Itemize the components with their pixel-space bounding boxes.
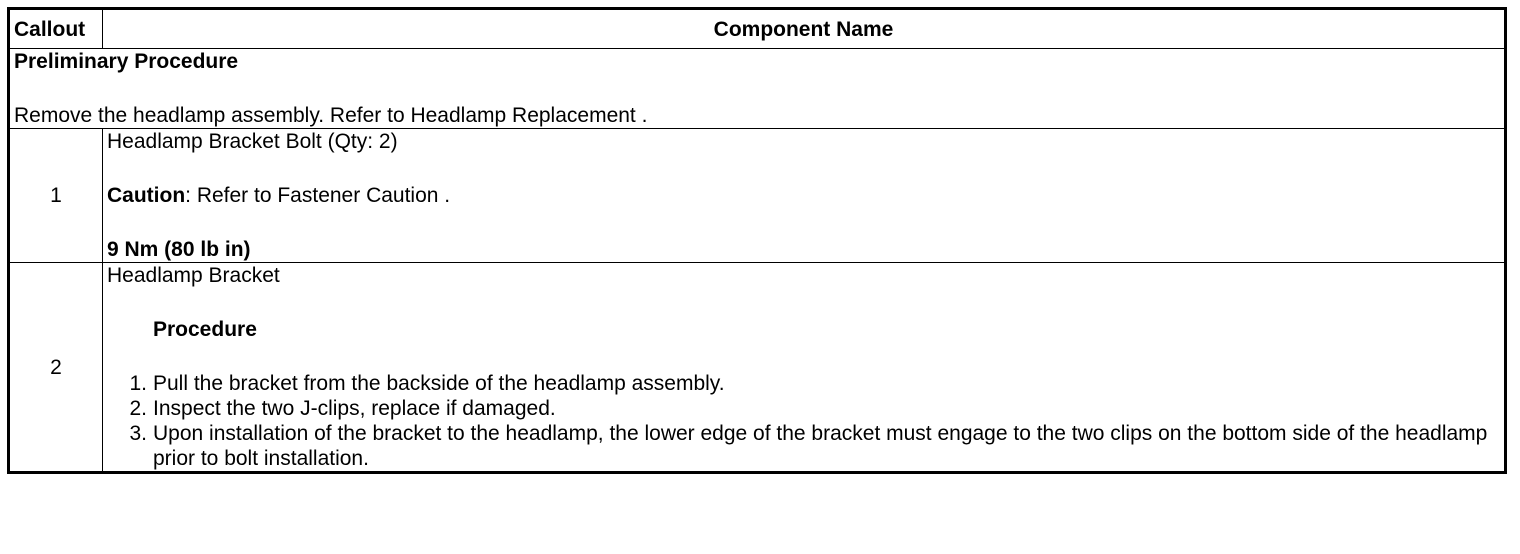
- caution-text: : Refer to Fastener Caution .: [185, 184, 451, 207]
- callout-number: 1: [9, 129, 103, 263]
- component-cell: [103, 263, 1506, 473]
- component-name-column-header: Component Name: [103, 9, 1506, 49]
- torque-value: 9 Nm (80 lb in): [107, 238, 251, 261]
- step-number: 3.: [129, 422, 147, 445]
- procedure-subheading: Procedure: [153, 318, 257, 341]
- list-item: [107, 421, 1500, 471]
- list-item: [107, 371, 1500, 396]
- list-item: [107, 396, 1500, 421]
- preliminary-procedure-text: Remove the headlamp assembly. Refer to Headlamp Replacement .: [14, 104, 648, 127]
- component-cell: [103, 129, 1506, 263]
- preliminary-procedure-cell: [9, 49, 1506, 129]
- callout-column-header: Callout: [9, 9, 103, 49]
- procedure-steps: [107, 371, 1500, 471]
- procedure-table: [7, 7, 1507, 474]
- caution-line: [107, 183, 1500, 208]
- table-row: [9, 129, 1506, 263]
- step-text: Upon installation of the bracket to the headlamp, the lower edge of the bracket must engage to the two clips on the bottom side of the headlamp prior to bolt installation.: [153, 422, 1488, 470]
- component-name: Headlamp Bracket Bolt (Qty: 2): [107, 130, 398, 153]
- component-name: Headlamp Bracket: [107, 264, 280, 287]
- step-text: Pull the bracket from the backside of the headlamp assembly.: [153, 372, 725, 395]
- torque-spec: [107, 237, 1500, 262]
- step-number: 2.: [129, 397, 147, 420]
- caution-label: Caution: [107, 184, 186, 207]
- preliminary-procedure-row: [9, 49, 1506, 129]
- step-text: Inspect the two J-clips, replace if damaged.: [153, 397, 556, 420]
- callout-number: 2: [9, 263, 103, 473]
- step-number: 1.: [129, 372, 147, 395]
- preliminary-procedure-title: Preliminary Procedure: [14, 50, 239, 73]
- table-row: [9, 263, 1506, 473]
- header-row: [9, 9, 1506, 49]
